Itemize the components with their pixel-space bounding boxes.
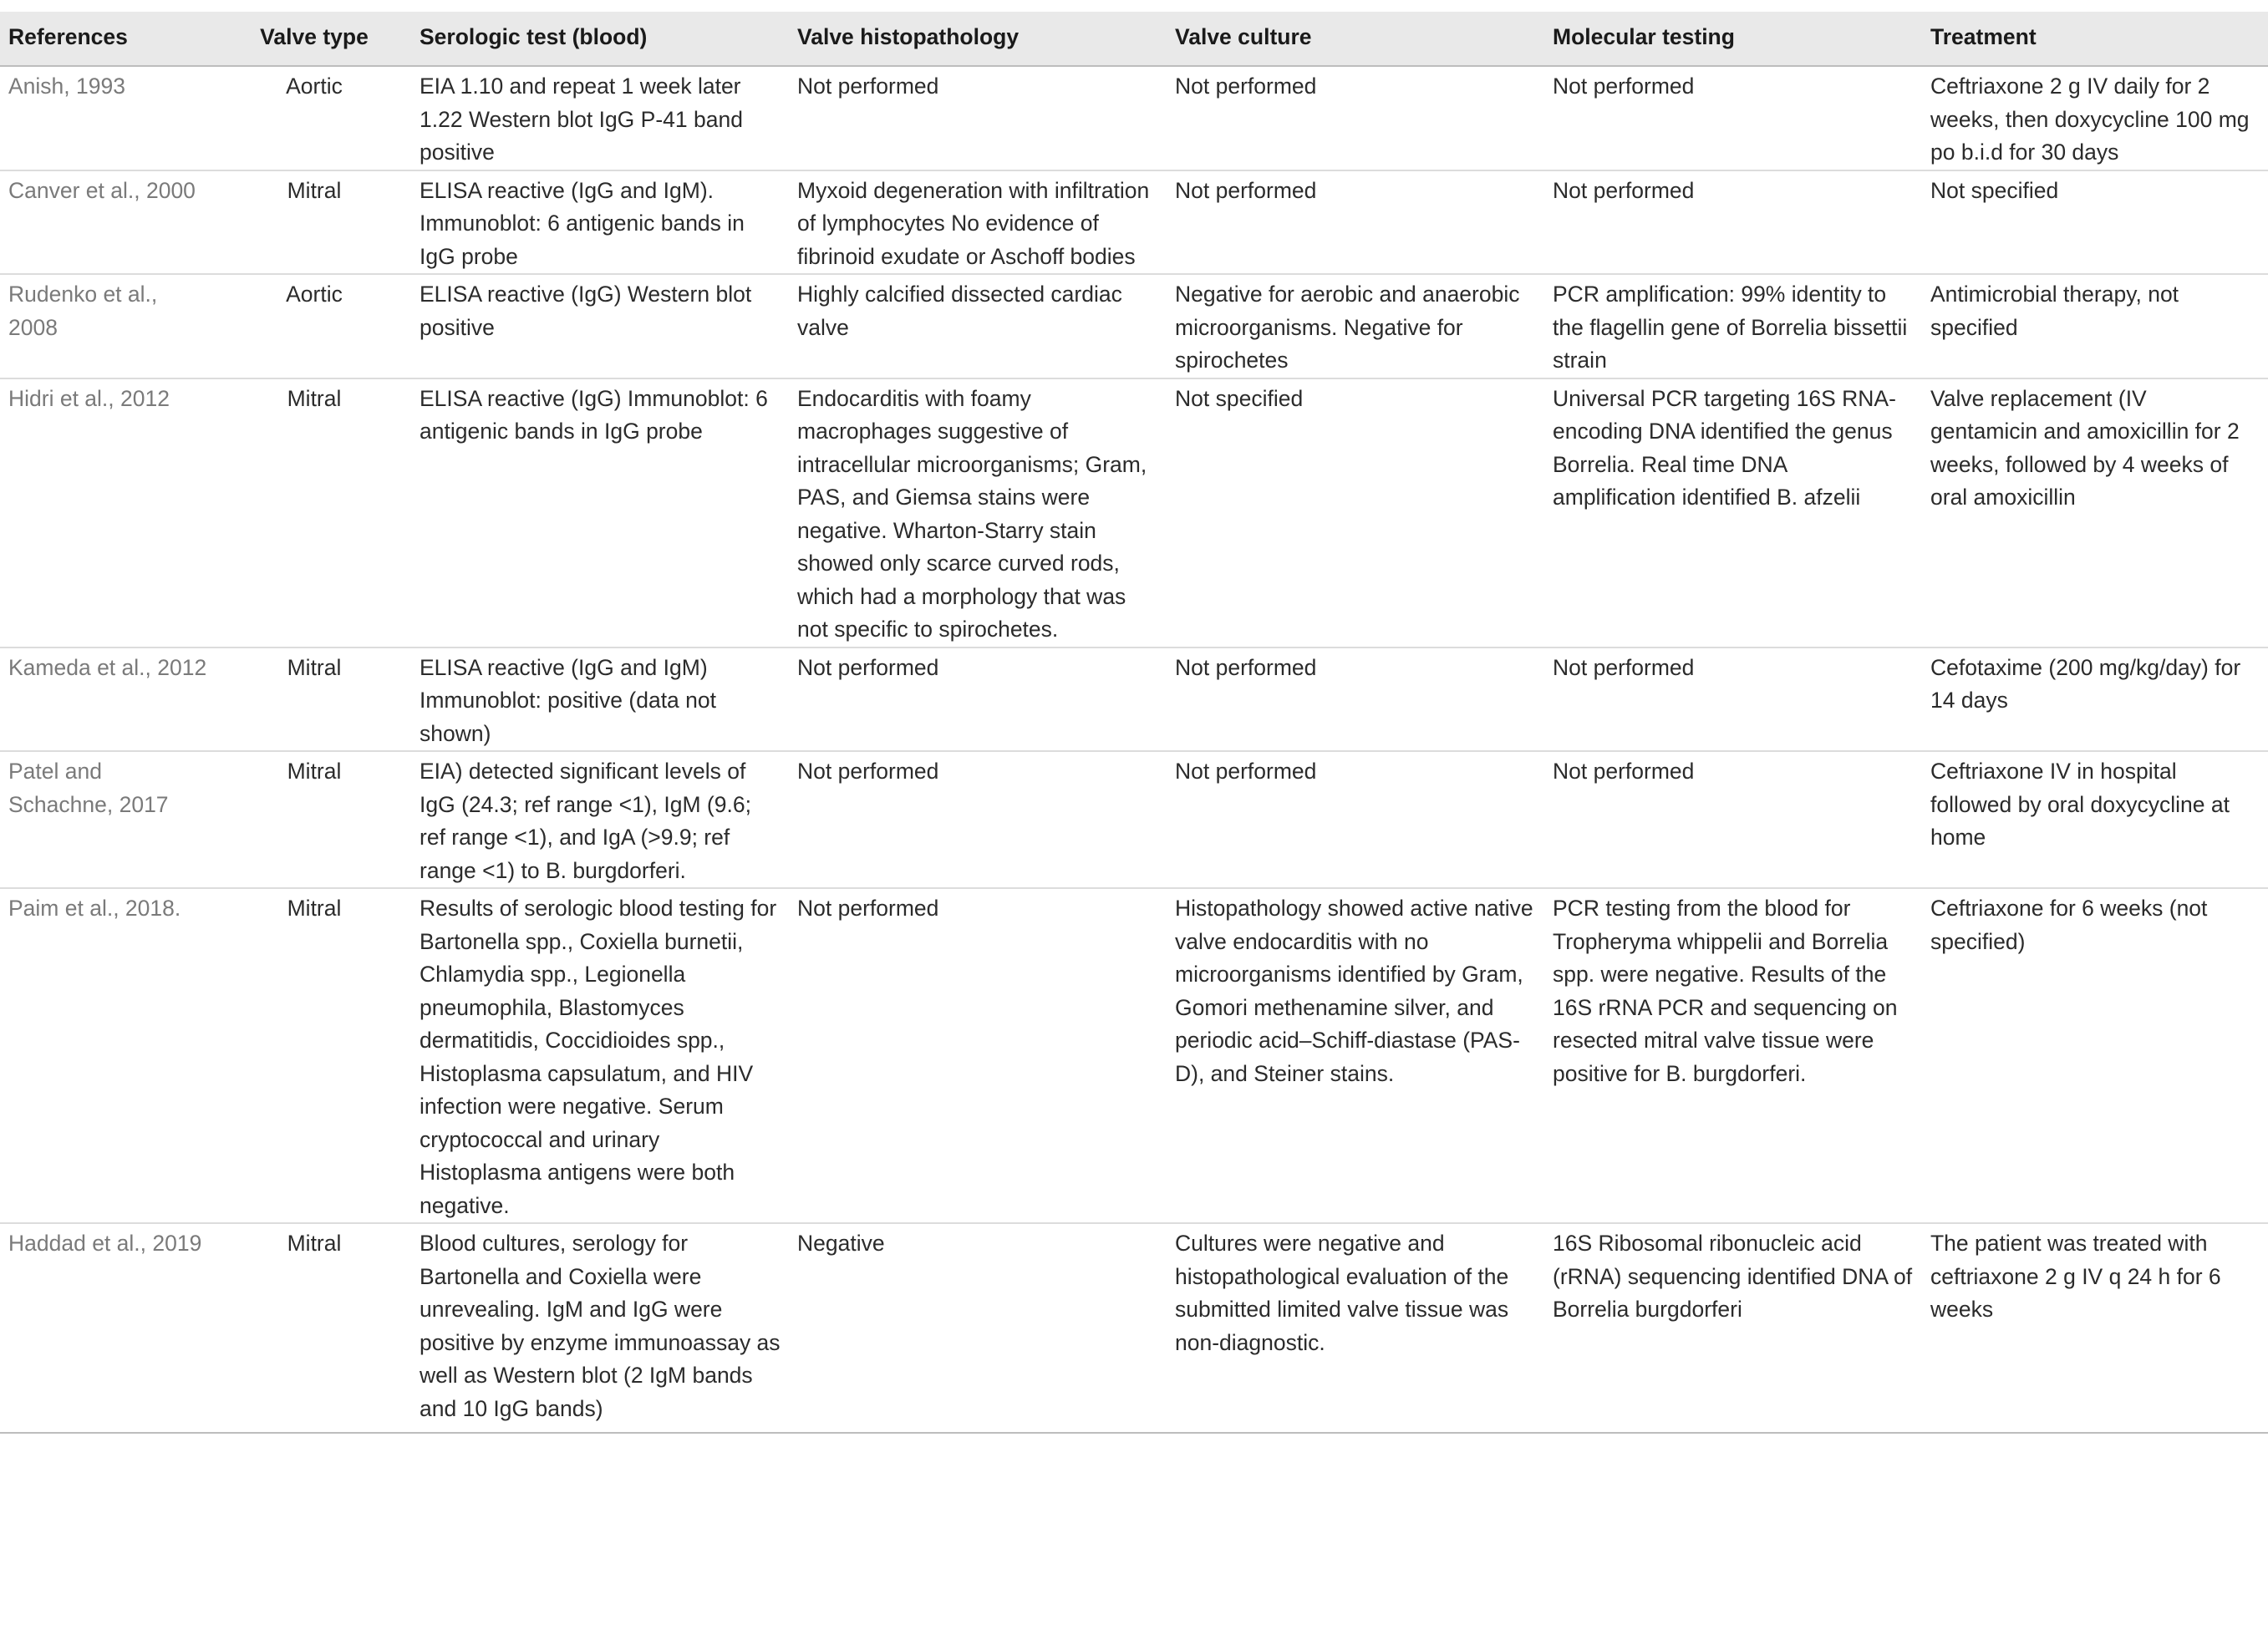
cell-references: Paim et al., 2018. — [0, 888, 217, 1223]
cell-valve-histopathology: Endocarditis with foamy macrophages suggestive of intracellular microorganisms; Gram, PAS, and Giemsa stains were negative. Wharton-Starry stain showed only scarce curved rods, which had a morphology that was not specific to spirochetes. — [789, 378, 1167, 647]
cell-valve-histopathology: Not performed — [789, 647, 1167, 752]
cell-treatment: Cefotaxime (200 mg/kg/day) for 14 days — [1922, 647, 2268, 752]
header-valve-culture: Valve culture — [1167, 12, 1544, 66]
cell-serologic-test: ELISA reactive (IgG and IgM). Immunoblot: 6 antigenic bands in IgG probe — [411, 170, 789, 275]
header-valve-histopathology: Valve histopathology — [789, 12, 1167, 66]
cell-valve-type: Mitral — [217, 751, 411, 888]
cell-valve-culture: Not performed — [1167, 751, 1544, 888]
cell-valve-histopathology: Not performed — [789, 888, 1167, 1223]
cell-molecular-testing: PCR amplification: 99% identity to the flagellin gene of Borrelia bissettii strain — [1544, 274, 1922, 378]
cell-molecular-testing: Not performed — [1544, 66, 1922, 170]
cell-treatment: Valve replacement (IV gentamicin and amoxicillin for 2 weeks, followed by 4 weeks of oral amoxicillin — [1922, 378, 2268, 647]
cell-valve-histopathology: Highly calcified dissected cardiac valve — [789, 274, 1167, 378]
table-row — [0, 647, 2268, 752]
cell-valve-culture: Not performed — [1167, 647, 1544, 752]
cell-treatment: Not specified — [1922, 170, 2268, 275]
header-treatment: Treatment — [1922, 12, 2268, 66]
table-header — [0, 12, 2268, 66]
cell-serologic-test: ELISA reactive (IgG) Immunoblot: 6 antigenic bands in IgG probe — [411, 378, 789, 647]
cell-valve-histopathology: Not performed — [789, 751, 1167, 888]
table-body — [0, 66, 2268, 1433]
cell-molecular-testing: PCR testing from the blood for Tropheryma whippelii and Borrelia spp. were negative. Results of the 16S rRNA PCR and sequencing on resected mitral valve tissue were positive for B. burgdorferi. — [1544, 888, 1922, 1223]
cell-treatment: Ceftriaxone for 6 weeks (not specified) — [1922, 888, 2268, 1223]
cell-valve-culture: Histopathology showed active native valve endocarditis with no microorganisms identified by Gram, Gomori methenamine silver, and periodic acid–Schiff-diastase (PAS-D), and Steiner stains. — [1167, 888, 1544, 1223]
cell-valve-histopathology: Myxoid degeneration with infiltration of lymphocytes No evidence of fibrinoid exudate or Aschoff bodies — [789, 170, 1167, 275]
cell-valve-type: Mitral — [217, 1223, 411, 1433]
cell-valve-type: Aortic — [217, 66, 411, 170]
table-row — [0, 751, 2268, 888]
cell-valve-culture: Not performed — [1167, 66, 1544, 170]
header-references: References — [0, 12, 217, 66]
cell-references: Patel and Schachne, 2017 — [0, 751, 217, 888]
cell-references: Anish, 1993 — [0, 66, 217, 170]
cell-molecular-testing: Not performed — [1544, 647, 1922, 752]
cell-references: Canver et al., 2000 — [0, 170, 217, 275]
cell-treatment: The patient was treated with ceftriaxone 2 g IV q 24 h for 6 weeks — [1922, 1223, 2268, 1433]
header-valve-type: Valve type — [217, 12, 411, 66]
table-row — [0, 888, 2268, 1223]
cell-valve-type: Mitral — [217, 170, 411, 275]
cell-valve-histopathology: Not performed — [789, 66, 1167, 170]
cell-references: Hidri et al., 2012 — [0, 378, 217, 647]
cell-valve-culture: Not performed — [1167, 170, 1544, 275]
cell-molecular-testing: 16S Ribosomal ribonucleic acid (rRNA) sequencing identified DNA of Borrelia burgdorferi — [1544, 1223, 1922, 1433]
cell-valve-type: Mitral — [217, 378, 411, 647]
cell-serologic-test: ELISA reactive (IgG and IgM) Immunoblot: positive (data not shown) — [411, 647, 789, 752]
cell-treatment: Ceftriaxone IV in hospital followed by oral doxycycline at home — [1922, 751, 2268, 888]
table-row — [0, 274, 2268, 378]
cell-valve-culture: Cultures were negative and histopathological evaluation of the submitted limited valve tissue was non-diagnostic. — [1167, 1223, 1544, 1433]
cell-valve-type: Aortic — [217, 274, 411, 378]
cell-molecular-testing: Universal PCR targeting 16S RNA-encoding DNA identified the genus Borrelia. Real time DNA amplification identified B. afzelii — [1544, 378, 1922, 647]
header-row — [0, 12, 2268, 66]
cell-serologic-test: ELISA reactive (IgG) Western blot positive — [411, 274, 789, 378]
cell-references: Rudenko et al., 2008 — [0, 274, 217, 378]
references-table — [0, 12, 2268, 1434]
cell-treatment: Antimicrobial therapy, not specified — [1922, 274, 2268, 378]
cell-treatment: Ceftriaxone 2 g IV daily for 2 weeks, then doxycycline 100 mg po b.i.d for 30 days — [1922, 66, 2268, 170]
cell-valve-culture: Negative for aerobic and anaerobic microorganisms. Negative for spirochetes — [1167, 274, 1544, 378]
cell-serologic-test: EIA) detected significant levels of IgG (24.3; ref range <1), IgM (9.6; ref range <1), and IgA (>9.9; ref range <1) to B. burgdorferi. — [411, 751, 789, 888]
header-molecular-testing: Molecular testing — [1544, 12, 1922, 66]
table-row — [0, 170, 2268, 275]
cell-references: Haddad et al., 2019 — [0, 1223, 217, 1433]
cell-valve-type: Mitral — [217, 647, 411, 752]
cell-valve-histopathology: Negative — [789, 1223, 1167, 1433]
table-row — [0, 66, 2268, 170]
cell-valve-type: Mitral — [217, 888, 411, 1223]
cell-valve-culture: Not specified — [1167, 378, 1544, 647]
table-row — [0, 378, 2268, 647]
cell-references: Kameda et al., 2012 — [0, 647, 217, 752]
table-row — [0, 1223, 2268, 1433]
cell-serologic-test: EIA 1.10 and repeat 1 week later 1.22 Western blot IgG P-41 band positive — [411, 66, 789, 170]
header-serologic-test: Serologic test (blood) — [411, 12, 789, 66]
cell-molecular-testing: Not performed — [1544, 751, 1922, 888]
cell-molecular-testing: Not performed — [1544, 170, 1922, 275]
cell-serologic-test: Blood cultures, serology for Bartonella and Coxiella were unrevealing. IgM and IgG were positive by enzyme immunoassay as well as Western blot (2 IgM bands and 10 IgG bands) — [411, 1223, 789, 1433]
cell-serologic-test: Results of serologic blood testing for Bartonella spp., Coxiella burnetii, Chlamydia spp., Legionella pneumophila, Blastomyces dermatitidis, Coccidioides spp., Histoplasma capsulatum, and HIV infection were negative. Serum cryptococcal and urinary Histoplasma antigens were both negative. — [411, 888, 789, 1223]
